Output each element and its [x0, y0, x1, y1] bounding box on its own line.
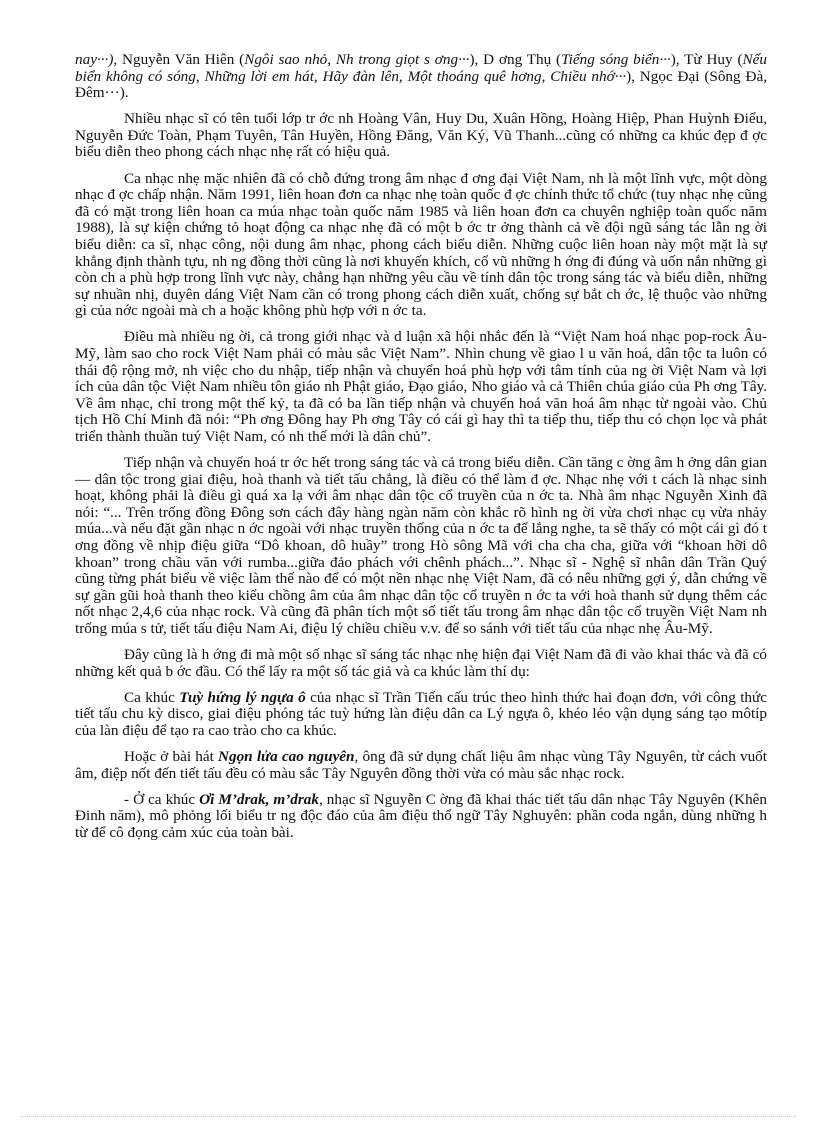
paragraph-8	[75, 749, 767, 782]
paragraph-1	[75, 52, 767, 102]
text-run: , nhạc sĩ Nguyễn C ờng đã khai thác tiết tấu dân nhạc Tây Nguyên (Khên Đinh năm), mô phỏng lối biểu tr ng độc đáo của âm điệu thổ ngữ Tây Nghuyên: phần coda ngắn, dùng những h từ để cô đọng cảm xúc của toàn bài.	[75, 790, 768, 841]
song-list-italic: nay···)	[75, 51, 114, 68]
text-run: ), Từ Huy (	[670, 51, 743, 68]
paragraph-3: Ca nhạc nhẹ mặc nhiên đã có chỗ đứng trong âm nhạc đ ơng đại Việt Nam, nh là một lĩnh vực, một dòng nhạc đ ợc chấp nhận. Năm 1991, liên hoan đơn ca nhạc nhẹ toàn quốc đ ợc chính thức tổ chức (tuy nhạc nhẹ cũng đã có mặt trong liên hoan ca múa nhạc toàn quốc năm 1985 và liên hoan đơn ca chuyên nghiệp toàn quốc năm 1988), là sự kiện chứng tỏ hoạt động ca nhạc nhẹ đã có một b ớc tr ởng thành cả về đội ngũ sáng tác lẫn ng ời biểu diễn: ca sĩ, nhạc công, nội dung âm nhạc, phong cách biểu diễn. Những cuộc liên hoan này một mặt là sự khẳng định thành tựu, nh ng đồng thời cũng là nơi khuyến khích, cổ vũ những h ớng đi đúng và uốn nắn những gì còn ch a phù hợp trong lĩnh vực này, chẳng hạn những yêu cầu về tính dân tộc trong sáng tác và biểu diễn, những sự nhuần nhị, duyên dáng Việt Nam cần có trong phong cách diễn xuất, chống sự bắt ch ớc, lệ thuộc vào những gì của nớc ngoài mà ch a hoặc không phù hợp với n ớc ta.	[75, 169, 767, 320]
text-run: ), D ơng Thụ (	[469, 51, 562, 68]
paragraph-7	[75, 690, 767, 740]
song-title: Ngọn lửa cao nguyên	[218, 748, 355, 766]
paragraph-9	[75, 792, 767, 842]
song-list-italic: Nếu biển không có sóng, Những lời em hát, Hãy đàn lên, Một thoáng quê hơng, Chiều nhớ···	[75, 51, 767, 85]
text-run: , ông đã sử dụng chất liệu âm nhạc vùng Tây Nguyên, từ cách vuốt âm, điệp nốt đến tiết tấu đều có màu sắc Tây Nguyên đồng thời vừa có màu sắc nhạc rock.	[75, 748, 767, 782]
paragraph-2: Nhiều nhạc sĩ có tên tuổi lớp tr ớc nh Hoàng Vân, Huy Du, Xuân Hồng, Hoàng Hiệp, Phan Huỳnh Điểu, Nguyễn Đức Toàn, Phạm Tuyên, Tân Huyền, Hồng Đăng, Văn Ký, Vũ Thanh...cũng có những ca khúc đẹp đ ợc biểu diễn theo phong cách nhạc nhẹ rất có hiệu quả.	[75, 110, 767, 161]
paragraph-4: Điều mà nhiều ng ời, cả trong giới nhạc và d luận xã hội nhắc đến là “Việt Nam hoá nhạc pop-rock Âu- Mỹ, làm sao cho rock Việt Nam phải có màu sắc Việt Nam”. Nhìn chung về giao l u văn hoá, dân tộc ta luôn có thái độ rộng mở, nh việc cho du nhập, tiếp nhận và chuyển hoá phù hợp với tâm tính của ng ời Việt Nam và lợi ích của dân tộc Việt Nam nhiều tôn giáo nh Phật giáo, Đạo giáo, Nho giáo và cả Thiên chúa giáo của Ph ơng Tây. Về âm nhạc, chỉ trong một thế kỷ, ta đã có ba lần tiếp nhận và chuyển hoá văn hoá âm nhạc từ ngoài vào. Chủ tịch Hồ Chí Minh đã nói: “Ph ơng Đông hay Ph ơng Tây có cái gì hay thì ta tiếp thu, tiếp thu có chọn lọc và phát triển thành thuần tuý Việt Nam, có nh thế mới là dân chủ”.	[75, 328, 767, 445]
text-run: Hoặc ở bài hát	[124, 748, 219, 766]
text-run: Ca khúc	[124, 688, 180, 706]
text-run: , Nguyễn Văn Hiên (	[113, 51, 245, 68]
text-run: - Ở ca khúc	[124, 790, 200, 808]
text-run: của nhạc sĩ Trần Tiến cấu trúc theo hình thức hai đoạn đơn, với công thức tiết tấu chu kỳ disco, giai điệu phóng tác tuỳ hứng làn điệu dân ca Lý ngựa ô, khéo léo vận dụng sáng tạo môtíp của làn điệu để tạo ra cao trào cho ca khúc.	[75, 688, 767, 739]
text-run: ), Ngọc Đại (Sông Đà, Đêm···).	[75, 67, 767, 102]
paragraph-5: Tiếp nhận và chuyển hoá tr ớc hết trong sáng tác và cả trong biểu diễn. Cần tăng c ờng âm h ởng dân gian — dân tộc trong giai điệu, hoà thanh và tiết tấu chẳng, là điều có thể làm đ ợc. Nhạc nhẹ với t cách là nhạc sinh hoạt, không phải là điều gì quá xa lạ với âm nhạc dân tộc cổ truyền của n ớc ta. Nhà âm nhạc Nguyễn Xinh đã nói: “... Trên trống đồng Đông sơn cách đây hàng ngàn năm còn khắc rõ hình ng ời vừa chơi nhạc cụ vừa nhảy múa...và nếu đặt gần nhạc n ớc ngoài với nhạc truyền thống của n ớc ta để lắng nghe, ta sẽ thấy có một cái gì đó t ơng đồng về nhịp điệu giữa “Dô khoan, dô huầy” trong Hò sông Mã với cha cha cha, giữa với “khoan hỡi dô khoan” trong chầu văn với rumba...giữa đảo phách với chênh phách...”. Nhạc sĩ - Nghệ sĩ nhân dân Trần Quý cũng từng phát biểu về việc làm thế nào để có một nền nhạc nhẹ Việt Nam, đã có nêu những gợi ý, dẫn chứng về sự gần gũi hoà thanh theo kiểu chồng âm của âm nhạc dân tộc cổ truyền n ớc ta với hoà thanh sử dụng thêm các nốt nhạc 2,4,6 của nhạc rock. Và cũng đã phân tích một số tiết tấu trong âm nhạc dân tộc cổ truyền Việt Nam nh trống múa s tử, tiết tấu điệu Nam Ai, điệu lý chiều chiều v.v. để so sánh với tiết tấu của nhạc nhẹ Âu-Mỹ.	[75, 454, 767, 637]
song-title: Tuỳ hứng lý ngựa ô	[179, 688, 306, 706]
song-title: Ơi M’drak, m’drak	[199, 790, 319, 808]
paragraph-6: Đây cũng là h ớng đi mà một số nhạc sĩ sáng tác nhạc nhẹ hiện đại Việt Nam đã đi vào khai thác và đã có những kết quả b ớc đầu. Có thể lấy ra một số tác giả và ca khúc làm thí dụ:	[75, 646, 767, 680]
song-list-italic: Ngôi sao nhỏ, Nh trong giọt s ơng···	[244, 51, 470, 68]
page-bottom-divider	[20, 1116, 796, 1117]
body-text	[75, 52, 767, 851]
song-list-italic: Tiếng sóng biển···	[561, 51, 671, 68]
